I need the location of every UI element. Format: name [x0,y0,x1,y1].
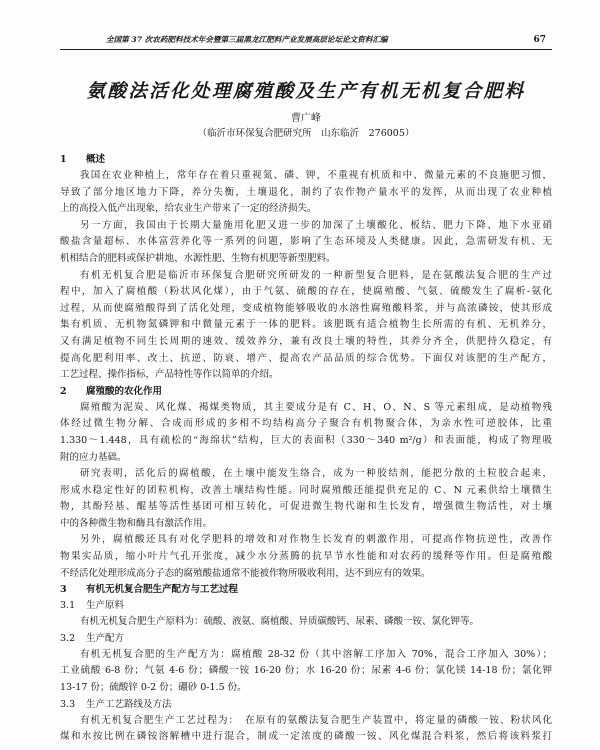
text-line: 另一方面，我国由于长期大量施用化肥又进一步的加深了土壤酸化、板结、肥力下降、地下水亚硝 [80,219,552,231]
page-number: 67 [533,35,546,45]
text-line: 另外，腐植酸还具有对化学肥料的增效和对作物生长发育的刺激作用，可提高作物抗逆性，改善作 [80,534,552,546]
text-line: 13-17 份；硫酸锌 0-2 份；硼砂 0-1.5 份。 [60,682,247,694]
text-line: 程中，加入了腐植酸（粉状风化煤），由于气氨、硫酸的存在，使腐殖酸、气氨、硫酸发生了腐析-氨化 [60,286,552,298]
text-line: 附的应力基础。 [60,451,127,463]
author-name: 曹广峰 [291,113,321,124]
text-line: 我国在农业种植上，常年存在着只重视氮、磷、钾，不重视有机质和中、微量元素的不良施肥习惯， [80,170,552,181]
text-line: 酸盐含量超标、水体富营养化等一系列的问题，影响了生态环境及人类健康。因此，急需研发有机、无 [60,236,552,248]
text-line: 工艺过程、操作指标，产品特性等作以简单的介绍。 [60,369,279,381]
text-line: 物，其酚羟基、醌基等活性基团可相互转化，可促进微生物代谢和生长发育，增强微生物活性，对土壤 [60,501,552,513]
section-heading: 1 概述 [60,154,106,165]
text-line: 有机无机复合肥生产原料为：硫酸、液氨、腐植酸、异质碳酸钙、尿素、磷酸一铵、氯化钾等。 [80,616,480,628]
text-line: 机相结合的肥料或保护耕地、水源性肥、生物有机肥等新型肥料。 [60,252,336,264]
paper-body [60,152,552,746]
text-line: 不经活化处理形成高分子态的腐殖酸盐通常不能被作物所吸收利用，达不到应有的效果。 [60,567,431,579]
subsection-heading: 3.3 生产工艺路线及方法 [60,698,172,710]
text-line: 上的高投入低产出现象，给农业生产带来了一定的经济损失。 [60,203,317,215]
text-line: 腐殖酸为泥炭、风化煤、褐煤类物质，其主要成分是有 C、H、O、N、S 等元素组成，是动植物残 [80,401,552,413]
text-line: 工业硫酸 6-8 份；气氨 4-6 份；磷酸一铵 16-20 份；水 16-20 份；尿素 4-6 份；氯化镁 14-18 份；氯化钾 [60,665,552,677]
running-head-text: 全国第 37 次农药肥料技术年会暨第三届黑龙江肥料产业发展高层论坛论文资料汇编 [106,35,388,44]
text-line: 煤和水按比例在磷铵溶解槽中进行混合，制成一定浓度的磷酸一铵、风化煤混合料浆，然后将该料浆打 [60,731,552,743]
section-heading: 3 有机无机复合肥生产配方与工艺过程 [60,584,239,596]
author-affiliation: （临沂市环保复合肥研究所 山东临沂 276005） [197,128,415,139]
paper-title: 氨酸法活化处理腐殖酸及生产有机无机复合肥料 [86,81,526,102]
text-line: 过程，从而使腐殖酸得到了活化处理，变成植物能够吸收的水溶性腐殖酸料浆，并与高浓磷铵，使其形成 [60,302,552,314]
text-line: 体经过微生物分解、合成而形成的多相不均结构高分子聚合有机物聚合体，为亲水性可逆胶体，比重 [60,418,552,430]
text-line: 形成水稳定性好的团粒机构，改善土壤结构性能。同时腐殖酸还能提供充足的 C、N 元素供给土壤微生 [60,484,552,496]
text-line: 研究表明，活化后的腐植酸，在土壤中能发生络合，成为一种胶结剂，能把分散的土粒胶合起来， [80,468,552,480]
text-line: 1.330～1.448，具有疏松的“海绵状”结构，巨大的表面积（330～340 m²/g）和表面能，构成了物理吸 [60,434,552,446]
running-head [60,33,552,50]
text-line: 又有满足植物不同生长周期的速效、缓效养分，兼有改良土壤的特性，其养分齐全，供肥持久稳定，有 [60,335,552,347]
text-line: 集有机质、无机物氮磷钾和中微量元素于一体的肥料。该肥既有适合植物生长所需的有机、无机养分， [60,319,552,331]
text-line: 有机无机复合肥的生产配方为：腐植酸 28-32 份（其中溶解工序加入 70%，混合工序加入 30%）； [80,648,552,660]
text-line: 有机无机复合肥生产工艺过程为： 在原有的氨酸法复合肥生产装置中，将定量的磷酸一铵、粉状风化 [80,714,552,726]
text-line: 提高化肥利用率、改土、抗逆、防衰、增产、提高农产品品质的综合优势。下面仅对该肥的生产配方， [60,352,552,364]
text-line: 有机无机复合肥是临沂市环保复合肥研究所研发的一种新型复合肥料，是在氨酸法复合肥的生产过 [80,269,552,281]
subsection-heading: 3.1 生产原料 [60,600,125,612]
section-heading: 2 腐殖酸的农化作用 [60,385,163,397]
text-line: 物果实品质，缩小叶片气孔开张度，减少水分蒸腾的抗旱节水性能和对农药的缓释等作用。但是腐殖酸 [60,551,552,563]
text-line: 导致了部分地区地力下降，养分失衡，土壤退化，制约了农作物产量水平的发挥，从而出现了农业种植 [60,186,552,198]
subsection-heading: 3.2 生产配方 [60,632,125,644]
text-line: 中的各种微生物和酶具有激活作用。 [60,517,213,529]
